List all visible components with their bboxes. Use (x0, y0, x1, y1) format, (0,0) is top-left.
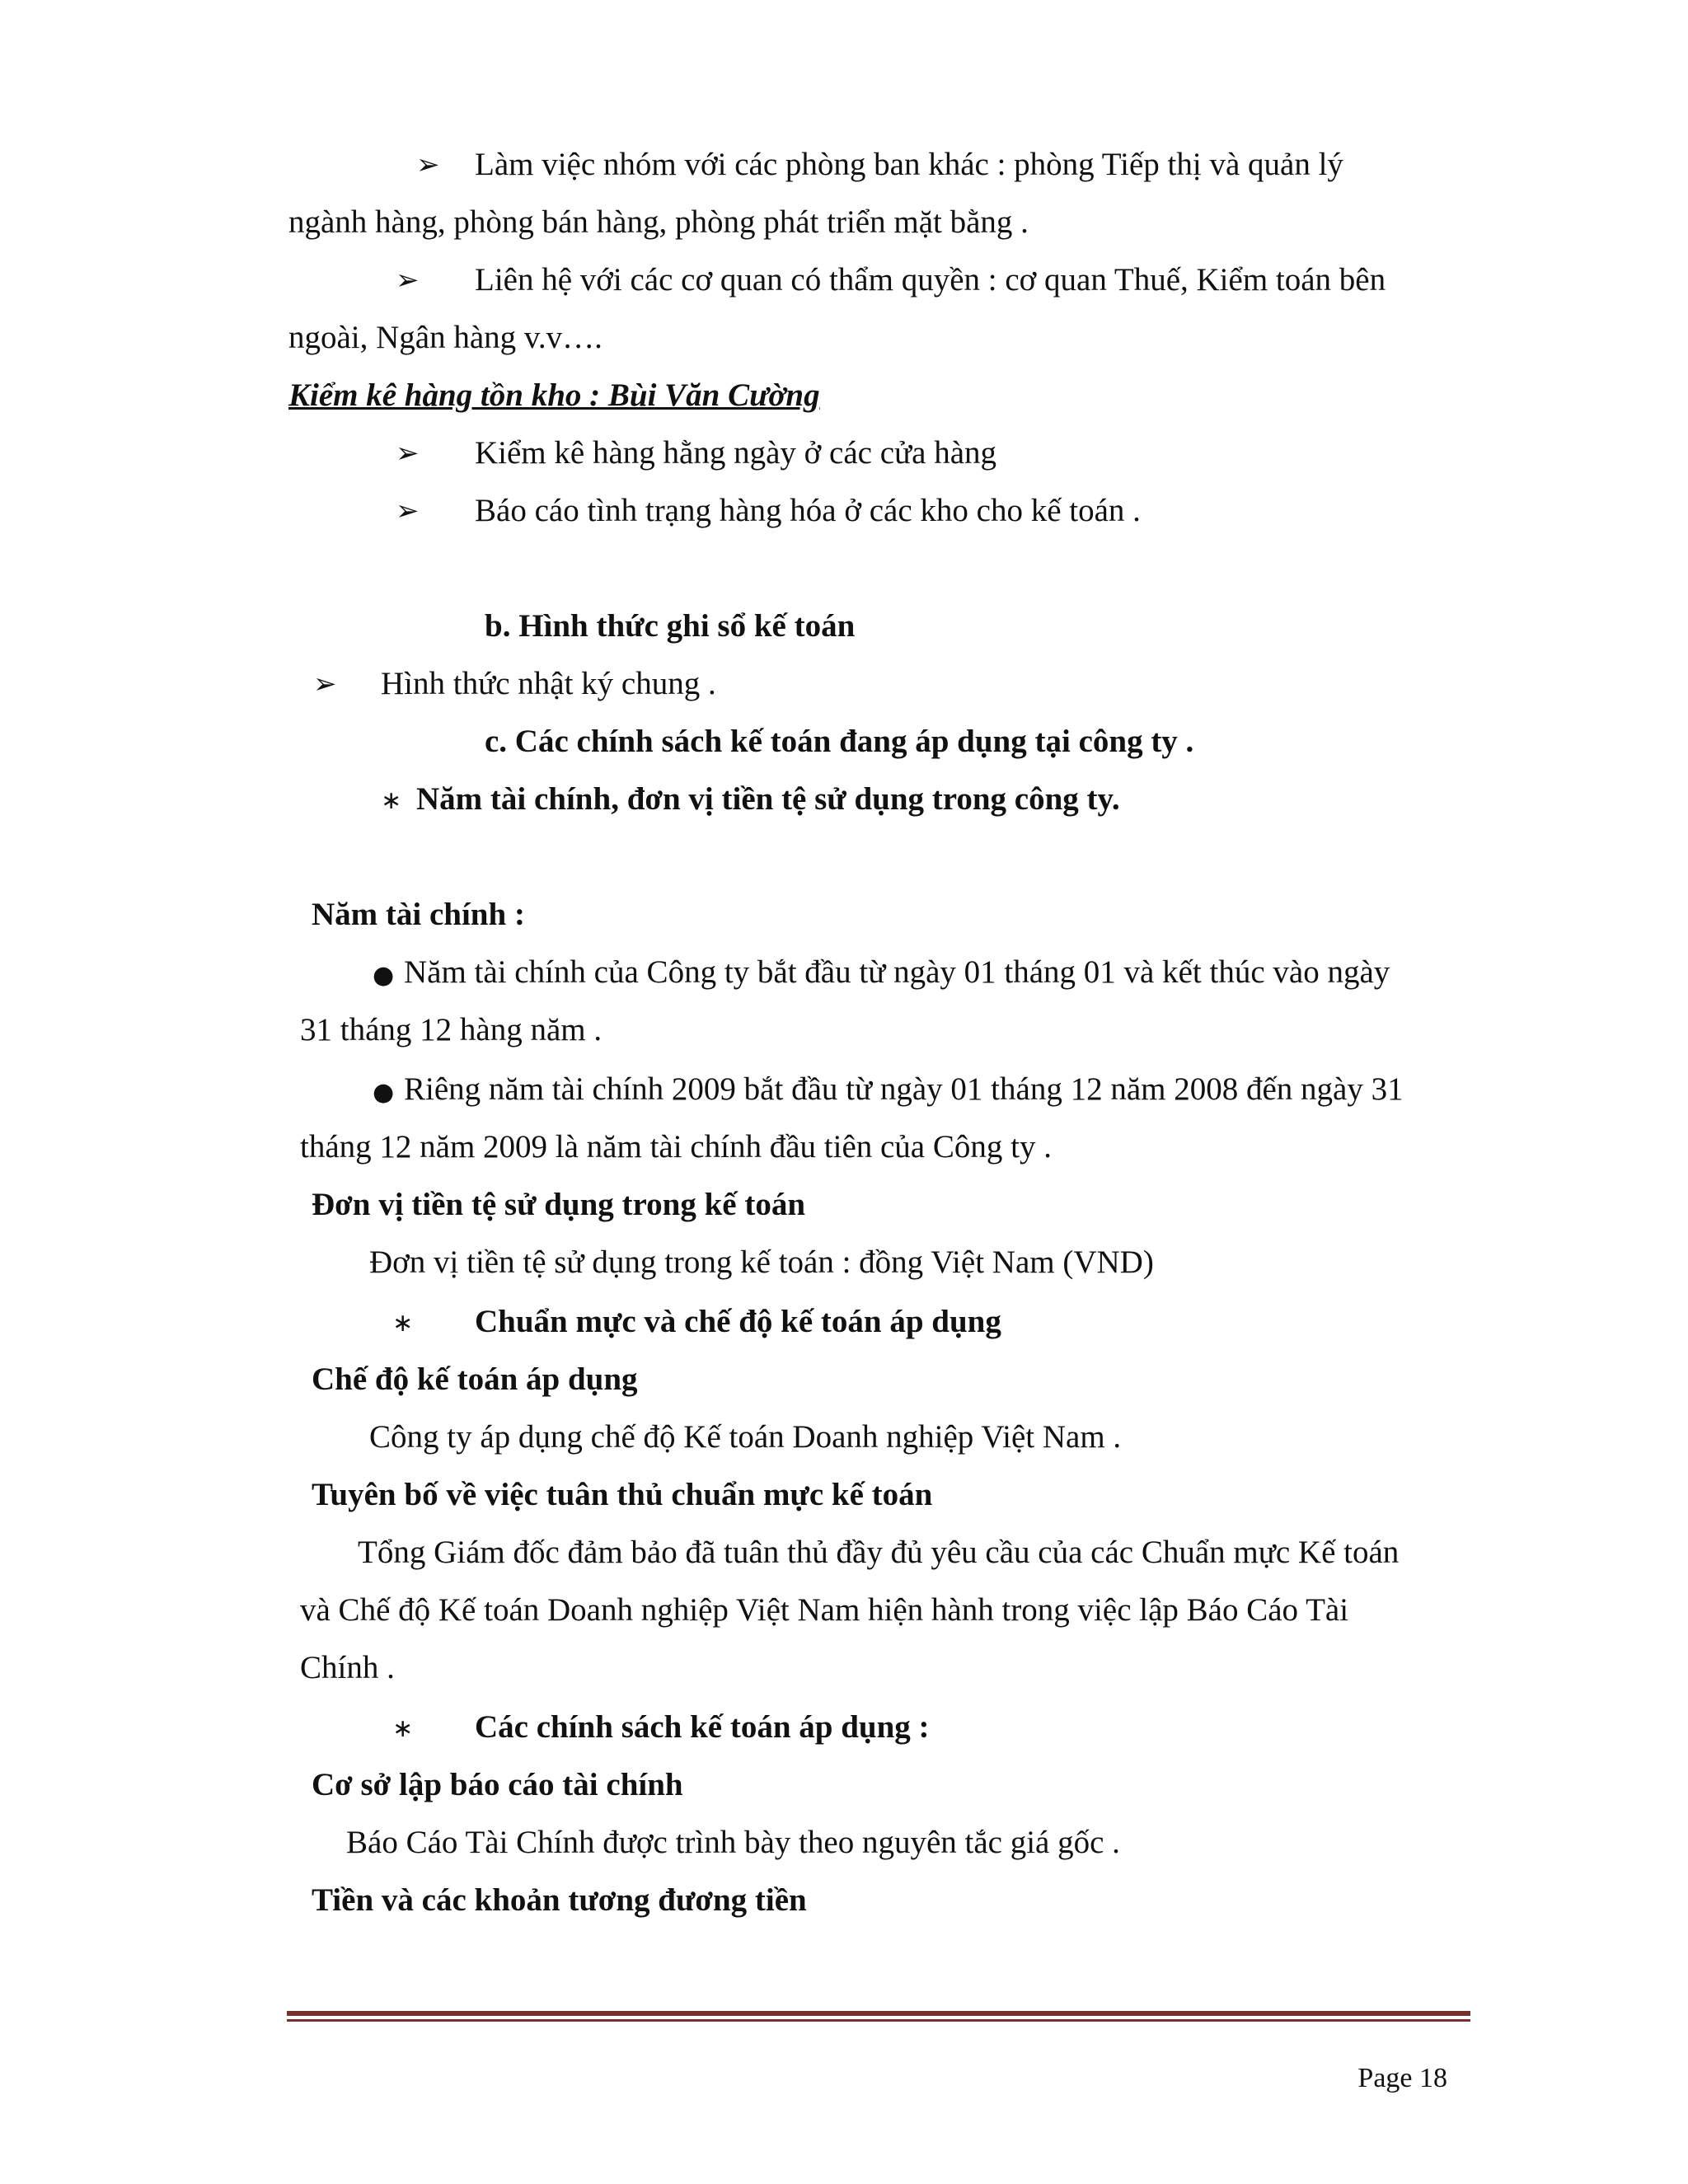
page-number: Page 18 (1357, 2063, 1447, 2093)
body-line: Làm việc nhóm với các phòng ban khác : phòng Tiếp thị và quản lý (475, 147, 1343, 182)
subsection-heading: Các chính sách kế toán áp dụng : (475, 1709, 930, 1745)
subsection-heading: Chuẩn mực và chế độ kế toán áp dụng (475, 1304, 1001, 1339)
footer-divider (287, 2019, 1470, 2022)
section-heading-kiem-ke: Kiểm kê hàng tồn kho : Bùi Văn Cường (288, 377, 820, 413)
body-line: Báo cáo tình trạng hàng hóa ở các kho cho kế toán . (475, 493, 1141, 528)
arrow-bullet-icon: ➢ (416, 148, 440, 181)
body-line: Riêng năm tài chính 2009 bắt đầu từ ngày 01 tháng 12 năm 2008 đến ngày 31 (404, 1071, 1404, 1107)
subsection-heading: Chế độ kế toán áp dụng (312, 1361, 638, 1397)
subsection-heading: Đơn vị tiền tệ sử dụng trong kế toán (312, 1187, 806, 1222)
footer-divider (287, 2011, 1470, 2016)
subsection-heading: Năm tài chính : (312, 897, 525, 932)
asterisk-bullet-icon: ∗ (392, 1714, 414, 1743)
body-line: 31 tháng 12 hàng năm . (300, 1012, 603, 1047)
asterisk-bullet-icon: ∗ (392, 1309, 414, 1338)
dot-bullet-icon: ● (373, 961, 395, 990)
subsection-heading: Tuyên bố về việc tuân thủ chuẩn mực kế toán (312, 1477, 933, 1512)
body-line: Liên hệ với các cơ quan có thẩm quyền : cơ quan Thuế, Kiểm toán bên (475, 262, 1386, 298)
body-line: tháng 12 năm 2009 là năm tài chính đầu tiên của Công ty . (300, 1129, 1052, 1165)
arrow-bullet-icon: ➢ (313, 668, 337, 701)
dot-bullet-icon: ● (373, 1078, 395, 1107)
subsection-heading: Cơ sở lập báo cáo tài chính (312, 1767, 683, 1802)
subsection-heading: Tiền và các khoản tương đương tiền (312, 1882, 807, 1918)
subsection-heading: Năm tài chính, đơn vị tiền tệ sử dụng trong công ty. (416, 781, 1120, 817)
body-line: Kiểm kê hàng hằng ngày ở các cửa hàng (475, 435, 997, 471)
body-line: Hình thức nhật ký chung . (381, 666, 716, 701)
section-heading-b: b. Hình thức ghi sổ kế toán (485, 608, 856, 644)
asterisk-bullet-icon: ∗ (381, 786, 402, 815)
body-line: Chính . (300, 1650, 395, 1685)
arrow-bullet-icon: ➢ (396, 437, 420, 470)
body-line: Năm tài chính của Công ty bắt đầu từ ngày 01 tháng 01 và kết thúc vào ngày (404, 954, 1390, 990)
body-line: Báo Cáo Tài Chính được trình bày theo nguyên tắc giá gốc . (346, 1825, 1120, 1860)
body-line: và Chế độ Kế toán Doanh nghiệp Việt Nam hiện hành trong việc lập Báo Cáo Tài (300, 1592, 1349, 1628)
body-line: Công ty áp dụng chế độ Kế toán Doanh nghiệp Việt Nam . (369, 1419, 1122, 1455)
body-line: Đơn vị tiền tệ sử dụng trong kế toán : đồng Việt Nam (VND) (369, 1244, 1154, 1280)
body-line: ngoài, Ngân hàng v.v…. (288, 320, 603, 355)
arrow-bullet-icon: ➢ (396, 264, 420, 297)
body-line: ngành hàng, phòng bán hàng, phòng phát triển mặt bằng . (288, 204, 1029, 240)
arrow-bullet-icon: ➢ (396, 494, 420, 527)
section-heading-c: c. Các chính sách kế toán đang áp dụng tại công ty . (485, 724, 1194, 759)
body-line: Tổng Giám đốc đảm bảo đã tuân thủ đầy đủ yêu cầu của các Chuẩn mực Kế toán (358, 1535, 1400, 1570)
